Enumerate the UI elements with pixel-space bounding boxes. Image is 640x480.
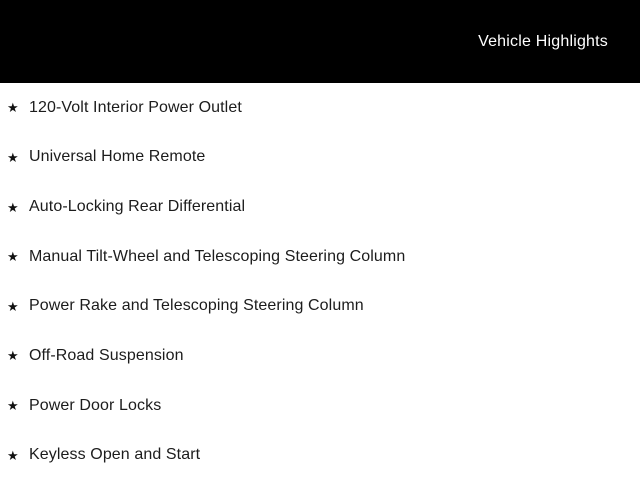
highlights-list [0, 83, 640, 480]
list-item [0, 331, 640, 381]
highlight-item-label: Off-Road Suspension [29, 346, 184, 364]
star-icon: ★ [7, 100, 19, 116]
highlight-item-label: Power Door Locks [29, 396, 162, 414]
highlight-item-label: Auto-Locking Rear Differential [29, 198, 246, 216]
page-title: Vehicle Highlights [478, 32, 608, 50]
header-bar [0, 0, 640, 83]
list-item [0, 133, 640, 183]
star-icon: ★ [7, 249, 19, 265]
star-icon: ★ [7, 348, 19, 364]
list-item [0, 83, 640, 133]
highlight-item-label: 120-Volt Interior Power Outlet [29, 98, 242, 116]
highlight-item-label: Power Rake and Telescoping Steering Column [29, 297, 364, 315]
star-icon: ★ [7, 149, 19, 165]
star-icon: ★ [7, 447, 19, 463]
list-item [0, 430, 640, 480]
list-item [0, 282, 640, 332]
star-icon: ★ [7, 199, 19, 215]
star-icon: ★ [7, 298, 19, 314]
list-item [0, 182, 640, 232]
star-icon: ★ [7, 398, 19, 414]
list-item [0, 381, 640, 431]
highlight-item-label: Manual Tilt-Wheel and Telescoping Steering Column [29, 247, 406, 265]
list-item [0, 232, 640, 282]
highlight-item-label: Universal Home Remote [29, 148, 206, 166]
highlight-item-label: Keyless Open and Start [29, 446, 201, 464]
